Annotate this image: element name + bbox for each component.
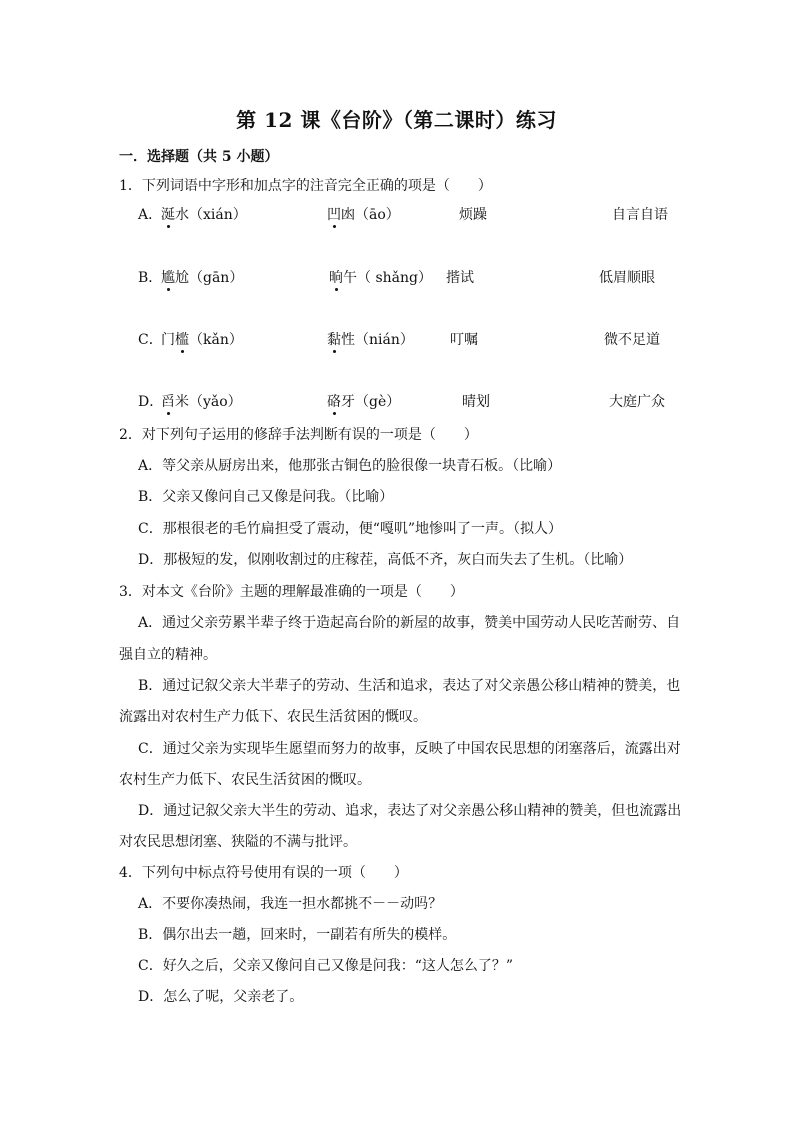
q3-option-c-line1: C．通过父亲为实现毕生愿望而努力的故事，反映了中国农民思想的闭塞落后，流露出对 [138,741,681,757]
q1-option-d-label: D． [138,394,164,410]
question-1-stem: 1．下列词语中字形和加点字的注音完全正确的项是（ ） [119,178,492,194]
q3-option-a-line1: A．通过父亲劳累半辈子终于造起高台阶的新屋的故事，赞美中国劳动人民吃苦耐劳、自 [138,615,681,631]
q3-option-c-line2: 农村生产力低下、农民生活贫困的慨叹。 [119,772,371,788]
q1-option-a-word1: 涎水（xián） [161,207,247,223]
q1-option-d-word1: 舀米（yǎo） [161,394,242,410]
q1-option-d-word4: 大庭广众 [609,394,665,410]
q3-option-d-line1: D．通过记叙父亲大半生的劳动、追求，表达了对父亲愚公移山精神的赞美，但也流露出 [138,803,682,819]
q1-option-b-word4: 低眉顺眼 [599,270,655,286]
question-2-stem: 2．对下列句子运用的修辞手法判断有误的一项是（ ） [119,427,478,443]
q1-option-b-word2: 晌午（ shǎng） [329,270,432,286]
q1-option-d-word2: 硌牙（gè） [327,394,401,410]
question-3-stem: 3．对本文《台阶》主题的理解最准确的一项是（ ） [119,584,464,600]
q1-option-b-word3: 揩试 [446,270,474,286]
q1-option-b-word1: 尴尬（gān） [161,270,244,286]
q1-a-dotted-char: 涎 [161,207,175,223]
section-heading: 一．选择题（共 5 小题） [119,149,279,165]
document-title: 第 12 课《台阶》（第二课时）练习 [236,108,557,132]
q2-option-b: B．父亲又像问自己又像是问我。（比喻） [138,489,394,505]
q1-option-a-label: A． [138,207,163,223]
q1-option-c-word3: 叮嘱 [450,332,478,348]
q3-option-d-line2: 对农民思想闭塞、狭隘的不满与批评。 [119,834,357,850]
q1-option-a-word4: 自言自语 [612,207,668,223]
q3-option-b-line1: B．通过记叙父亲大半辈子的劳动、生活和追求，表达了对父亲愚公移山精神的赞美，也 [138,678,681,694]
q1-option-a-word2: 凹凼（āo） [327,207,400,223]
q3-option-a-line2: 强自立的精神。 [119,647,217,663]
q4-option-a: A．不要你凑热闹，我连一担水都挑不－－动吗？ [138,896,443,912]
q1-option-c-word2: 黏性（nián） [327,332,414,348]
q2-option-c: C．那根很老的毛竹扁担受了震动，便“嘎叽”地惨叫了一声。（拟人） [138,521,563,537]
q1-option-c-word1: 门槛（kǎn） [161,332,243,348]
q4-option-c: C．好久之后，父亲又像问自己又像是问我：“这人怎么了？” [138,958,514,974]
q3-option-b-line2: 流露出对农村生产力低下、农民生活贫困的慨叹。 [119,709,427,725]
q1-option-a-word3: 烦躁 [459,207,487,223]
q4-option-d: D．怎么了呢，父亲老了。 [138,989,304,1005]
q2-option-d: D．那极短的发，似刚收割过的庄稼茬，高低不齐，灰白而失去了生机。（比喻） [138,552,633,568]
question-4-stem: 4．下列句中标点符号使用有误的一项（ ） [119,865,408,881]
q2-option-a: A．等父亲从厨房出来，他那张古铜色的脸很像一块青石板。（比喻） [138,458,562,474]
q1-option-c-label: C． [138,332,163,348]
q1-option-d-word3: 晴划 [462,394,490,410]
q4-option-b: B．偶尔出去一趟，回来时，一副若有所失的模样。 [138,927,457,943]
q1-option-c-word4: 微不足道 [604,332,660,348]
q1-option-b-label: B． [138,270,163,286]
